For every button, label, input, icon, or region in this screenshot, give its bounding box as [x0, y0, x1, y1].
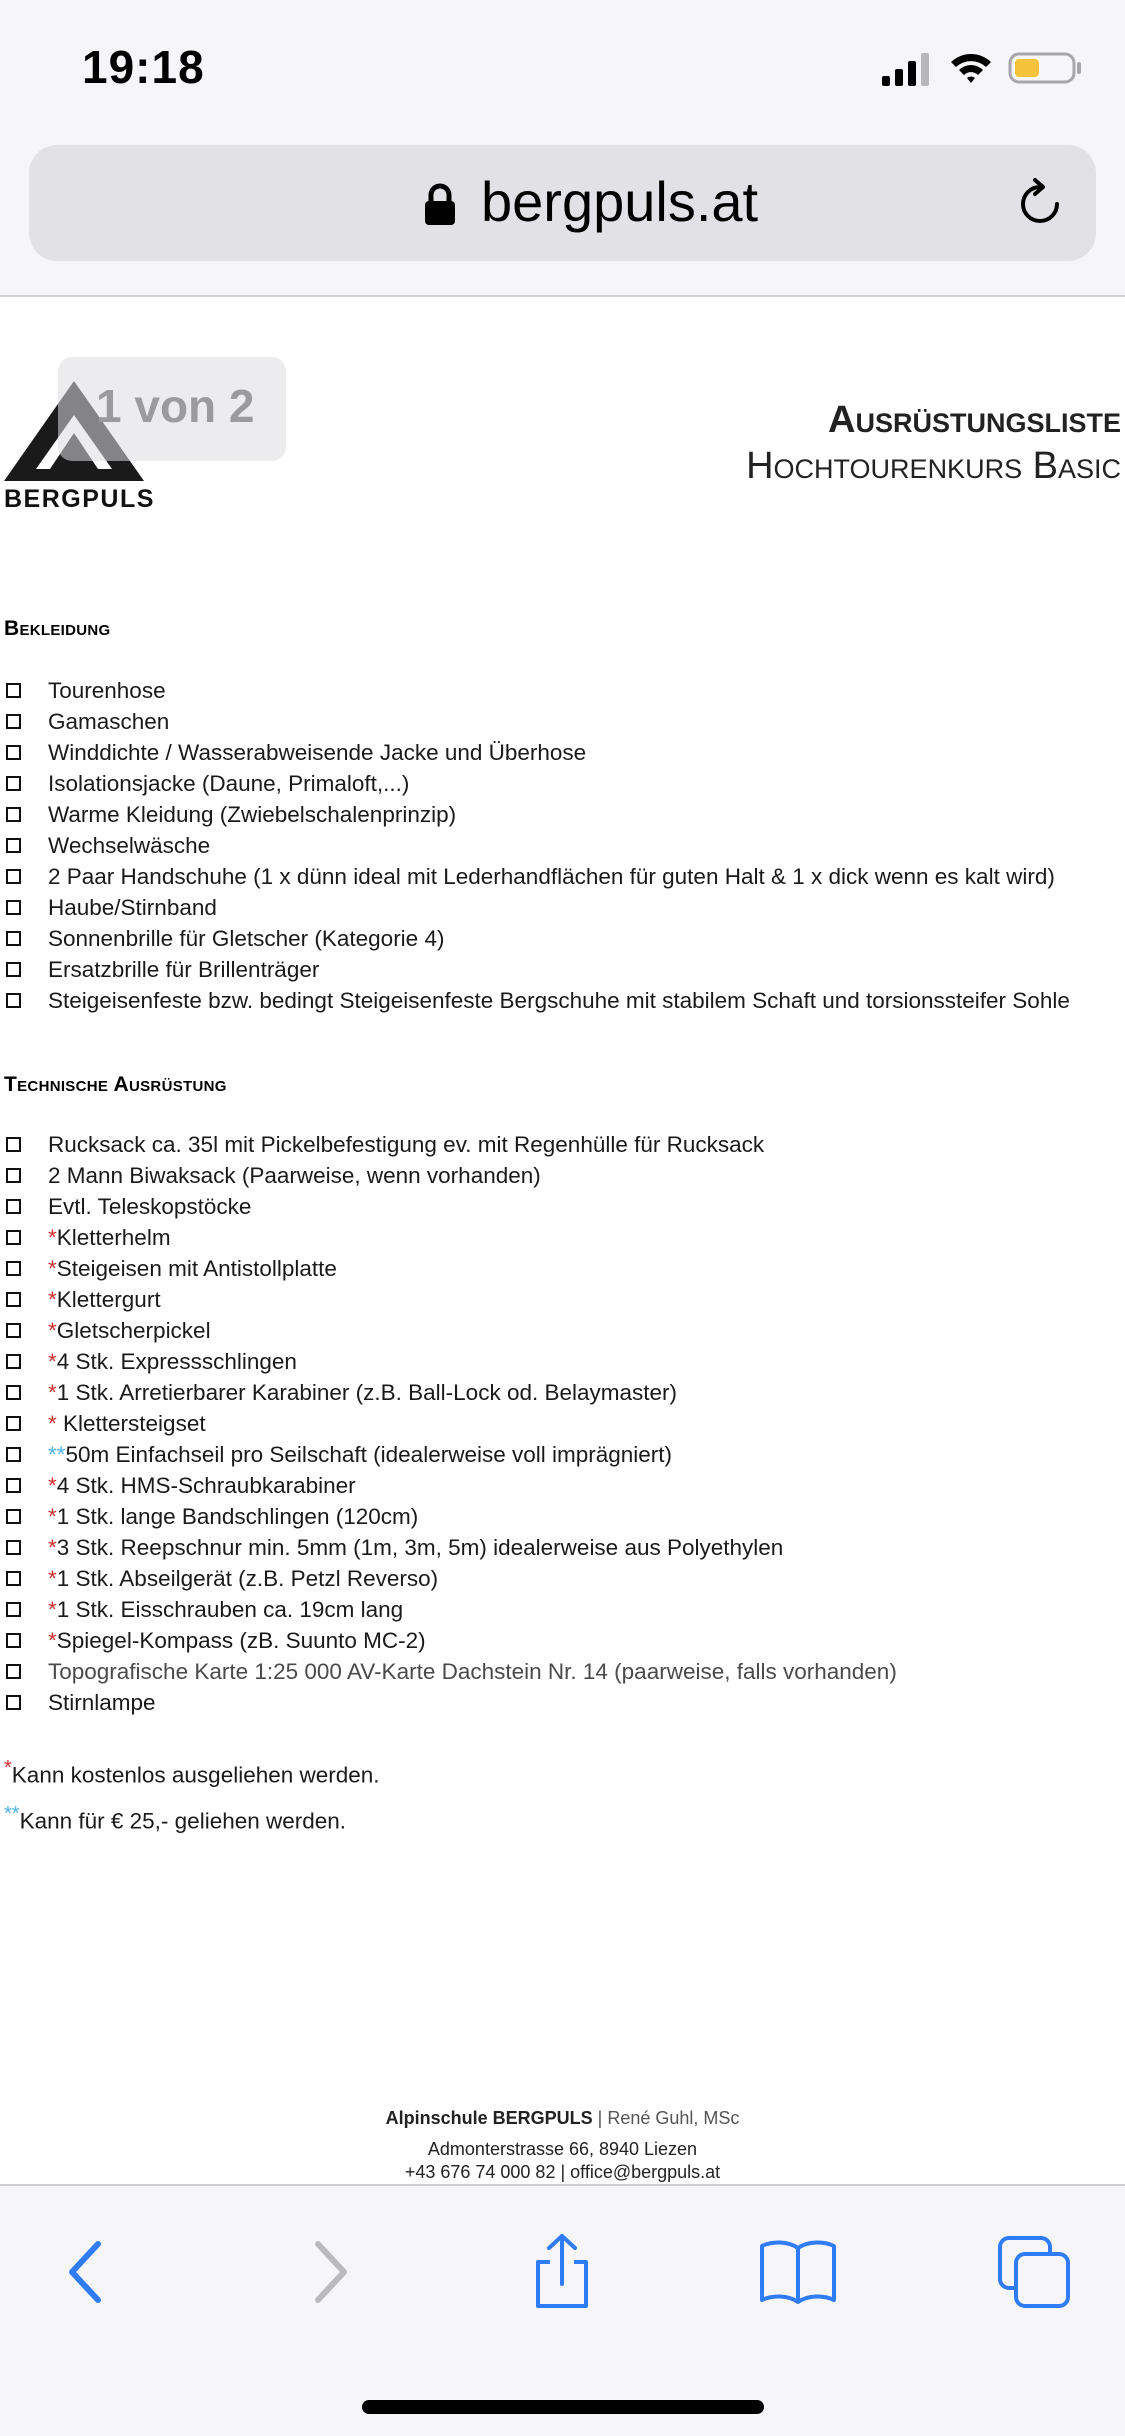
checkbox-icon — [6, 1447, 21, 1462]
rental-marker: * — [48, 1225, 57, 1250]
checklist-item — [4, 1687, 1119, 1718]
checklist-item-text: 1 Stk. Eisschrauben ca. 19cm lang — [56, 1597, 404, 1622]
lock-icon — [423, 182, 457, 226]
checklist-item-text: 1 Stk. Abseilgerät (z.B. Petzl Reverso) — [56, 1566, 439, 1591]
rental-marker: * — [48, 1318, 57, 1343]
checkbox-icon — [6, 931, 21, 946]
checkbox-icon — [6, 745, 21, 760]
checklist-item-text: 4 Stk. HMS-Schraubkarabiner — [56, 1473, 356, 1498]
checkbox-icon — [6, 900, 21, 915]
document-footer — [0, 2107, 1125, 2184]
home-indicator — [362, 2400, 764, 2414]
footnote-2-text: Kann für € 25,- geliehen werden. — [19, 1808, 347, 1833]
checklist-item — [4, 1284, 1119, 1315]
checklist-item-text: Spiegel-Kompass (zB. Suunto MC-2) — [56, 1628, 426, 1653]
checklist-item — [4, 1377, 1119, 1408]
checklist-item-text: 2 Mann Biwaksack (Paarweise, wenn vorhanden) — [48, 1163, 541, 1188]
checkbox-icon — [6, 1137, 21, 1152]
checkbox-icon — [6, 1664, 21, 1679]
rental-marker: * — [48, 1349, 57, 1374]
checklist-item — [4, 1470, 1119, 1501]
footnote-1-text: Kann kostenlos ausgeliehen werden. — [11, 1762, 380, 1788]
checklist-item-text: Evtl. Teleskopstöcke — [48, 1194, 252, 1219]
checklist-item — [4, 1501, 1119, 1532]
checklist-item — [4, 1439, 1119, 1470]
checkbox-icon — [6, 714, 21, 729]
page-indicator: 1 von 2 — [58, 357, 286, 461]
checklist-item-text: Haube/Stirnband — [48, 895, 217, 920]
checkbox-icon — [6, 1602, 21, 1617]
checkbox-icon — [6, 869, 21, 884]
checklist-item — [4, 675, 1119, 706]
checklist-item-text: Klettergurt — [56, 1287, 161, 1312]
rental-marker: * — [48, 1566, 57, 1591]
checklist-item — [4, 1346, 1119, 1377]
checklist-item-text: Steigeisen mit Antistollplatte — [56, 1256, 337, 1281]
checklist-item — [4, 985, 1119, 1016]
checkbox-icon — [6, 807, 21, 822]
footer-owner: René Guhl, MSc — [607, 2108, 740, 2128]
footer-address: Admonterstrasse 66, 8940 Liezen — [427, 2139, 698, 2159]
footer-name: Alpinschule BERGPULS — [385, 2108, 593, 2128]
checklist-item — [4, 1129, 1119, 1160]
checklist-item — [4, 861, 1119, 892]
rental-marker: * — [48, 1380, 57, 1405]
footnotes — [4, 1749, 380, 1840]
checkbox-icon — [6, 962, 21, 977]
checklist-item-text: Stirnlampe — [48, 1690, 156, 1715]
footnote-2-mark: ** — [4, 1802, 20, 1825]
checkbox-icon — [6, 1323, 21, 1338]
checkbox-icon — [6, 683, 21, 698]
checklist-item-text: Steigeisenfeste bzw. bedingt Steigeisenfeste Bergschuhe mit stabilem Schaft und torsionssteifer Sohle — [48, 988, 1070, 1013]
checklist-item-text: Sonnenbrille für Gletscher (Kategorie 4) — [48, 926, 445, 951]
rental-marker: * — [48, 1256, 57, 1281]
checklist-item-text: 4 Stk. Expressschlingen — [56, 1349, 297, 1374]
back-icon[interactable] — [46, 2232, 126, 2312]
address-bar[interactable] — [29, 145, 1096, 261]
checkbox-icon — [6, 1633, 21, 1648]
checkbox-icon — [6, 838, 21, 853]
checklist-item — [4, 892, 1119, 923]
checkbox-icon — [6, 1199, 21, 1214]
checklist-item — [4, 1563, 1119, 1594]
rental-marker: ** — [48, 1442, 66, 1467]
checklist-technische-ausruestung — [4, 1129, 1119, 1718]
browser-top-bar — [0, 0, 1125, 297]
checkbox-icon — [6, 1695, 21, 1710]
checklist-item-text: Warme Kleidung (Zwiebelschalenprinzip) — [48, 802, 457, 827]
checklist-item-text: Gamaschen — [48, 709, 170, 734]
tabs-icon[interactable] — [994, 2232, 1074, 2312]
checkbox-icon — [6, 1478, 21, 1493]
checkbox-icon — [6, 1261, 21, 1276]
reload-icon[interactable] — [1013, 177, 1067, 231]
footnote-2 — [4, 1795, 380, 1841]
footer-company — [0, 2107, 1125, 2130]
checkbox-icon — [6, 1540, 21, 1555]
checklist-item — [4, 706, 1119, 737]
logo-wordmark: BERGPULS — [4, 485, 155, 513]
checkbox-icon — [6, 1354, 21, 1369]
checklist-item-text: Ersatzbrille für Brillenträger — [48, 957, 320, 982]
checklist-item — [4, 768, 1119, 799]
checklist-item — [4, 1315, 1119, 1346]
checklist-item-text: Gletscherpickel — [56, 1318, 211, 1343]
rental-marker: * — [48, 1597, 57, 1622]
pdf-document — [0, 299, 1125, 2184]
checklist-item-text: Winddichte / Wasserabweisende Jacke und Überhose — [48, 740, 587, 765]
checkbox-icon — [6, 1509, 21, 1524]
checkbox-icon — [6, 776, 21, 791]
share-icon[interactable] — [522, 2232, 602, 2312]
rental-marker: * — [48, 1504, 57, 1529]
section-heading-bekleidung: Bekleidung — [4, 617, 111, 640]
checklist-item — [4, 1160, 1119, 1191]
title-line-1: Ausrüstungsliste — [828, 399, 1121, 441]
checklist-item — [4, 954, 1119, 985]
checklist-bekleidung — [4, 675, 1119, 1016]
checklist-item-text: Topografische Karte 1:25 000 AV-Karte Dachstein Nr. 14 (paarweise, falls vorhanden) — [48, 1659, 897, 1684]
footer-contact: +43 676 74 000 82 | office@bergpuls.at — [404, 2162, 721, 2182]
browser-bottom-toolbar — [0, 2184, 1125, 2436]
checklist-item — [4, 1532, 1119, 1563]
forward-icon[interactable] — [290, 2232, 370, 2312]
checklist-item-text: Rucksack ca. 35l mit Pickelbefestigung ev. mit Regenhülle für Rucksack — [48, 1132, 765, 1157]
document-title — [746, 397, 1121, 489]
checklist-item — [4, 1191, 1119, 1222]
checklist-item — [4, 737, 1119, 768]
checklist-item — [4, 1656, 1119, 1687]
checklist-item — [4, 923, 1119, 954]
wifi-icon — [948, 50, 994, 86]
checklist-item-text: Isolationsjacke (Daune, Primaloft,...) — [48, 771, 410, 796]
checkbox-icon — [6, 1385, 21, 1400]
rental-marker: * — [48, 1473, 57, 1498]
cellular-signal-icon — [880, 52, 932, 88]
checklist-item-text: 1 Stk. Arretierbarer Karabiner (z.B. Ball-Lock od. Belaymaster) — [56, 1380, 678, 1405]
rental-marker: * — [48, 1287, 57, 1312]
battery-icon — [1008, 50, 1084, 86]
status-time: 19:18 — [82, 41, 205, 93]
url-text[interactable]: bergpuls.at — [481, 170, 759, 233]
checklist-item-text: Tourenhose — [48, 678, 166, 703]
checkbox-icon — [6, 1416, 21, 1431]
checklist-item-text: 3 Stk. Reepschnur min. 5mm (1m, 3m, 5m) idealerweise aus Polyethylen — [56, 1535, 784, 1560]
title-line-2: Hochtourenkurs Basic — [746, 445, 1121, 487]
checklist-item-text: 1 Stk. lange Bandschlingen (120cm) — [56, 1504, 419, 1529]
checklist-item — [4, 799, 1119, 830]
rental-marker: * — [48, 1628, 57, 1653]
checkbox-icon — [6, 1230, 21, 1245]
rental-marker: * — [48, 1411, 57, 1436]
checklist-item-text: Wechselwäsche — [48, 833, 211, 858]
checklist-item-text: Kletterhelm — [56, 1225, 171, 1250]
checkbox-icon — [6, 1292, 21, 1307]
checklist-item — [4, 1222, 1119, 1253]
checkbox-icon — [6, 1571, 21, 1586]
checklist-item — [4, 1408, 1119, 1439]
section-heading-technische-ausruestung: Technische Ausrüstung — [4, 1073, 227, 1096]
footnote-1 — [4, 1749, 380, 1795]
checklist-item-text: 2 Paar Handschuhe (1 x dünn ideal mit Lederhandflächen für guten Halt & 1 x dick wenn es kalt wird) — [48, 864, 1055, 889]
checkbox-icon — [6, 1168, 21, 1183]
footnote-1-mark: * — [4, 1757, 12, 1779]
footer-separator: | — [597, 2108, 603, 2128]
checklist-item — [4, 830, 1119, 861]
checkbox-icon — [6, 993, 21, 1008]
checklist-item — [4, 1253, 1119, 1284]
rental-marker: * — [48, 1535, 57, 1560]
checklist-item — [4, 1594, 1119, 1625]
bookmarks-icon[interactable] — [758, 2232, 838, 2312]
checklist-item — [4, 1625, 1119, 1656]
checklist-item-text: 50m Einfachseil pro Seilschaft (idealerweise voll imprägniert) — [65, 1442, 673, 1467]
checklist-item-text: Klettersteigset — [56, 1411, 206, 1436]
